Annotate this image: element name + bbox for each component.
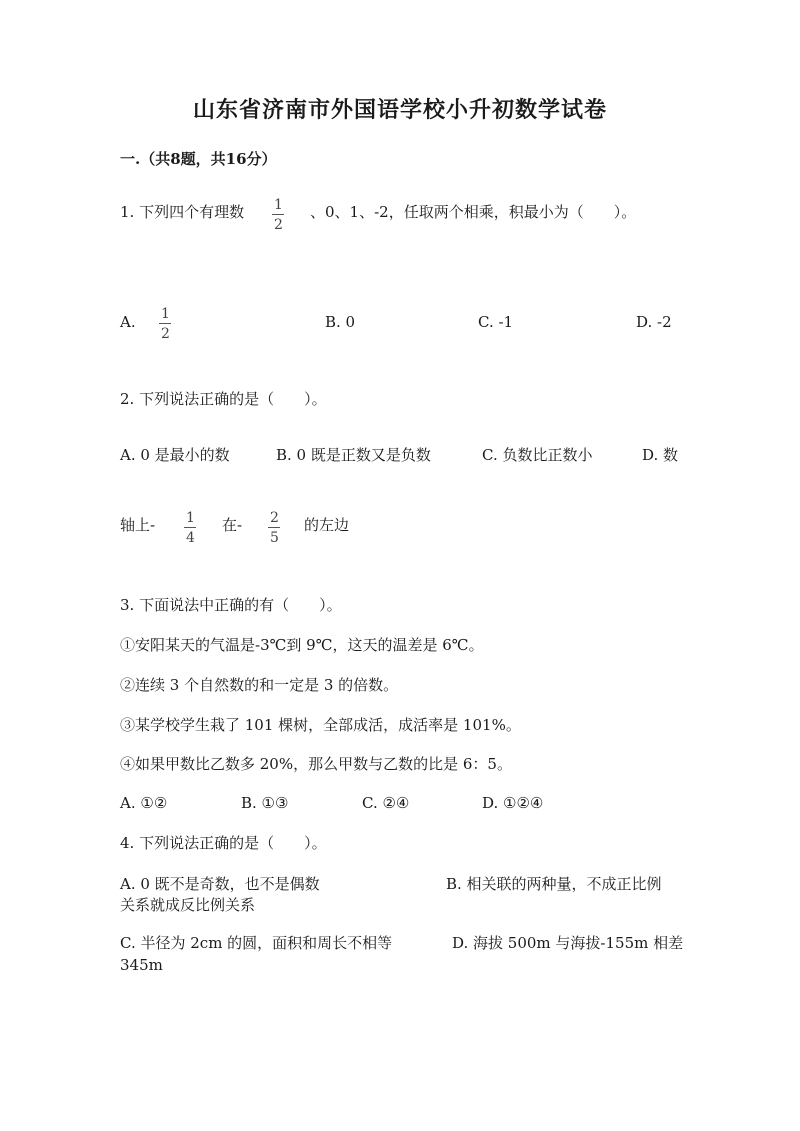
q1-stem-fraction-numerator: 1 bbox=[274, 197, 283, 213]
q2-option-b[interactable]: B. 0 既是正数又是负数 bbox=[276, 446, 431, 464]
q2-option-c[interactable]: C. 负数比正数小 bbox=[482, 446, 593, 464]
q4-option-b-continued: 关系就成反比例关系 bbox=[120, 896, 256, 914]
q3-option-a[interactable]: A. ①② bbox=[120, 794, 168, 812]
q3-statement-4: ④如果甲数比乙数多 20%，那么甲数与乙数的比是 6：5。 bbox=[120, 755, 512, 773]
q2-frac1-denominator: 4 bbox=[186, 530, 195, 546]
q3-option-c[interactable]: C. ②④ bbox=[362, 794, 410, 812]
q1-stem-prefix: 1. 下列四个有理数 bbox=[120, 203, 245, 221]
q2-option-d-continued-1: 轴上- bbox=[120, 516, 156, 534]
q2-option-d-fraction-1 bbox=[184, 511, 197, 545]
q1-option-a-numerator: 1 bbox=[161, 306, 170, 322]
q3-option-d[interactable]: D. ①②④ bbox=[482, 794, 544, 812]
page-title: 山东省济南市外国语学校小升初数学试卷 bbox=[192, 97, 607, 123]
q2-stem: 2. 下列说法正确的是（ ）。 bbox=[120, 390, 327, 408]
q2-option-d-fraction-2 bbox=[268, 511, 281, 545]
q2-option-d[interactable]: D. 数 bbox=[642, 446, 679, 464]
q4-stem: 4. 下列说法正确的是（ ）。 bbox=[120, 834, 327, 852]
section-heading: 一.（共8题，共16分） bbox=[120, 150, 277, 168]
q2-frac2-numerator: 2 bbox=[270, 510, 279, 526]
q2-option-d-continued-2: 在- bbox=[222, 516, 243, 534]
q3-statement-2: ②连续 3 个自然数的和一定是 3 的倍数。 bbox=[120, 676, 399, 694]
q1-option-c[interactable]: C. -1 bbox=[478, 313, 514, 331]
q4-option-a[interactable]: A. 0 既不是奇数，也不是偶数 bbox=[120, 875, 320, 893]
q3-statement-3: ③某学校学生栽了 101 棵树，全部成活，成活率是 101%。 bbox=[120, 716, 521, 734]
q4-option-d[interactable]: D. 海拔 500m 与海拔-155m 相差 bbox=[452, 934, 684, 952]
q3-statement-1: ①安阳某天的气温是-3℃到 9℃，这天的温差是 6℃。 bbox=[120, 636, 484, 654]
q1-option-a-fraction bbox=[159, 307, 172, 341]
q4-option-d-continued: 345m bbox=[120, 956, 163, 974]
q1-option-a-label[interactable]: A. bbox=[120, 313, 136, 331]
q2-frac2-denominator: 5 bbox=[270, 530, 279, 546]
q1-option-a-denominator: 2 bbox=[161, 326, 170, 342]
q1-option-d[interactable]: D. -2 bbox=[636, 313, 672, 331]
q4-option-c[interactable]: C. 半径为 2cm 的圆，面积和周长不相等 bbox=[120, 934, 393, 952]
q1-option-b[interactable]: B. 0 bbox=[325, 313, 356, 331]
q3-stem: 3. 下面说法中正确的有（ ）。 bbox=[120, 596, 342, 614]
q1-stem-fraction-denominator: 2 bbox=[274, 217, 283, 233]
q3-option-b[interactable]: B. ①③ bbox=[241, 794, 289, 812]
q2-option-d-continued-3: 的左边 bbox=[304, 516, 350, 534]
q4-option-b[interactable]: B. 相关联的两种量，不成正比例 bbox=[446, 875, 662, 893]
q1-stem-fraction bbox=[272, 198, 285, 232]
q2-frac1-numerator: 1 bbox=[186, 510, 195, 526]
q2-option-a[interactable]: A. 0 是最小的数 bbox=[120, 446, 230, 464]
q1-stem-suffix: 、0、1、-2，任取两个相乘，积最小为（ ）。 bbox=[310, 203, 637, 221]
